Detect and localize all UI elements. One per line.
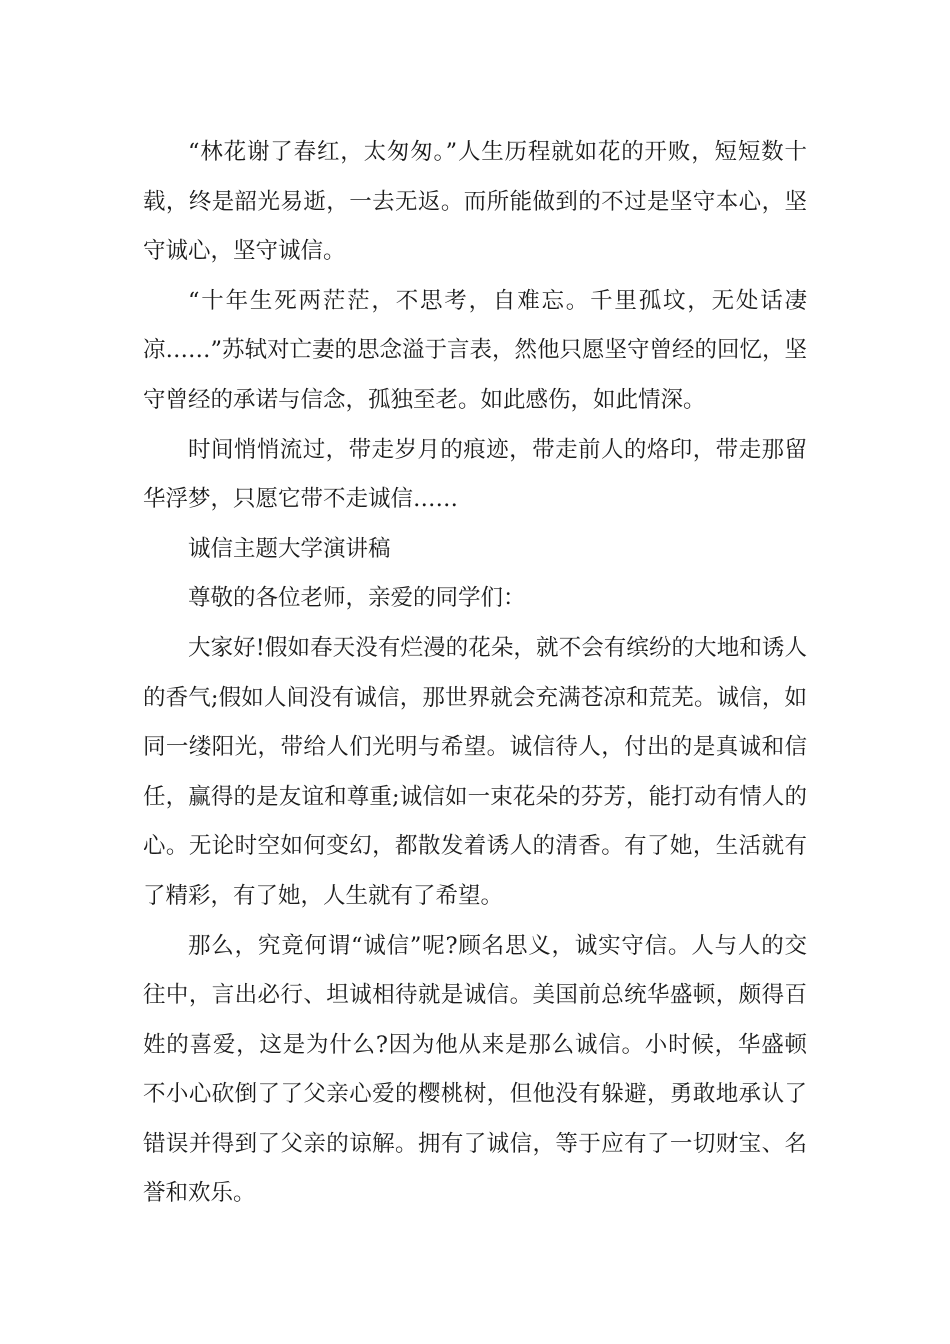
paragraph-shi-jian: 时间悄悄流过，带走岁月的痕迹，带走前人的烙印，带走那留华浮梦，只愿它带不走诚信…… (143, 436, 807, 513)
paragraph-greeting: 大家好!假如春天没有烂漫的花朵，就不会有缤纷的大地和诱人的香气;假如人间没有诚信，那世界就会充满苍凉和荒芜。诚信，如同一缕阳光，带给人们光明与希望。诚信待人，付出的是真诚和信任，赢得的是友谊和尊重;诚信如一束花朵的芬芳，能打动有情人的心。无论时空如何变幻，都散发着诱人的清香。有了她，生活就有了精彩，有了她，人生就有了希望。 (143, 634, 807, 909)
paragraph-lin-hua: “林花谢了春红，太匆匆。”人生历程就如花的开败，短短数十载，终是韶光易逝，一去无返。而所能做到的不过是坚守本心，坚守诚心，坚守诚信。 (143, 139, 807, 265)
paragraph-definition: 那么，究竟何谓“诚信”呢?顾名思义，诚实守信。人与人的交往中，言出必行、坦诚相待就是诚信。美国前总统华盛顿，颇得百姓的喜爱，这是为什么?因为他从来是那么诚信。小时候，华盛顿不小心砍倒了了父亲心爱的樱桃树，但他没有躲避，勇敢地承认了错误并得到了父亲的谅解。拥有了诚信，等于应有了一切财宝、名誉和欢乐。 (143, 932, 807, 1207)
salutation: 尊敬的各位老师，亲爱的同学们： (188, 585, 526, 612)
document-body (143, 128, 807, 1219)
paragraph-shi-nian: “十年生死两茫茫，不思考，自难忘。千里孤坟，无处话凄凉……”苏轼对亡妻的思念溢于言表，然他只愿坚守曾经的回忆，坚守曾经的承诺与信念，孤独至老。如此感伤，如此情深。 (143, 287, 808, 413)
speech-title: 诚信主题大学演讲稿 (188, 535, 391, 562)
